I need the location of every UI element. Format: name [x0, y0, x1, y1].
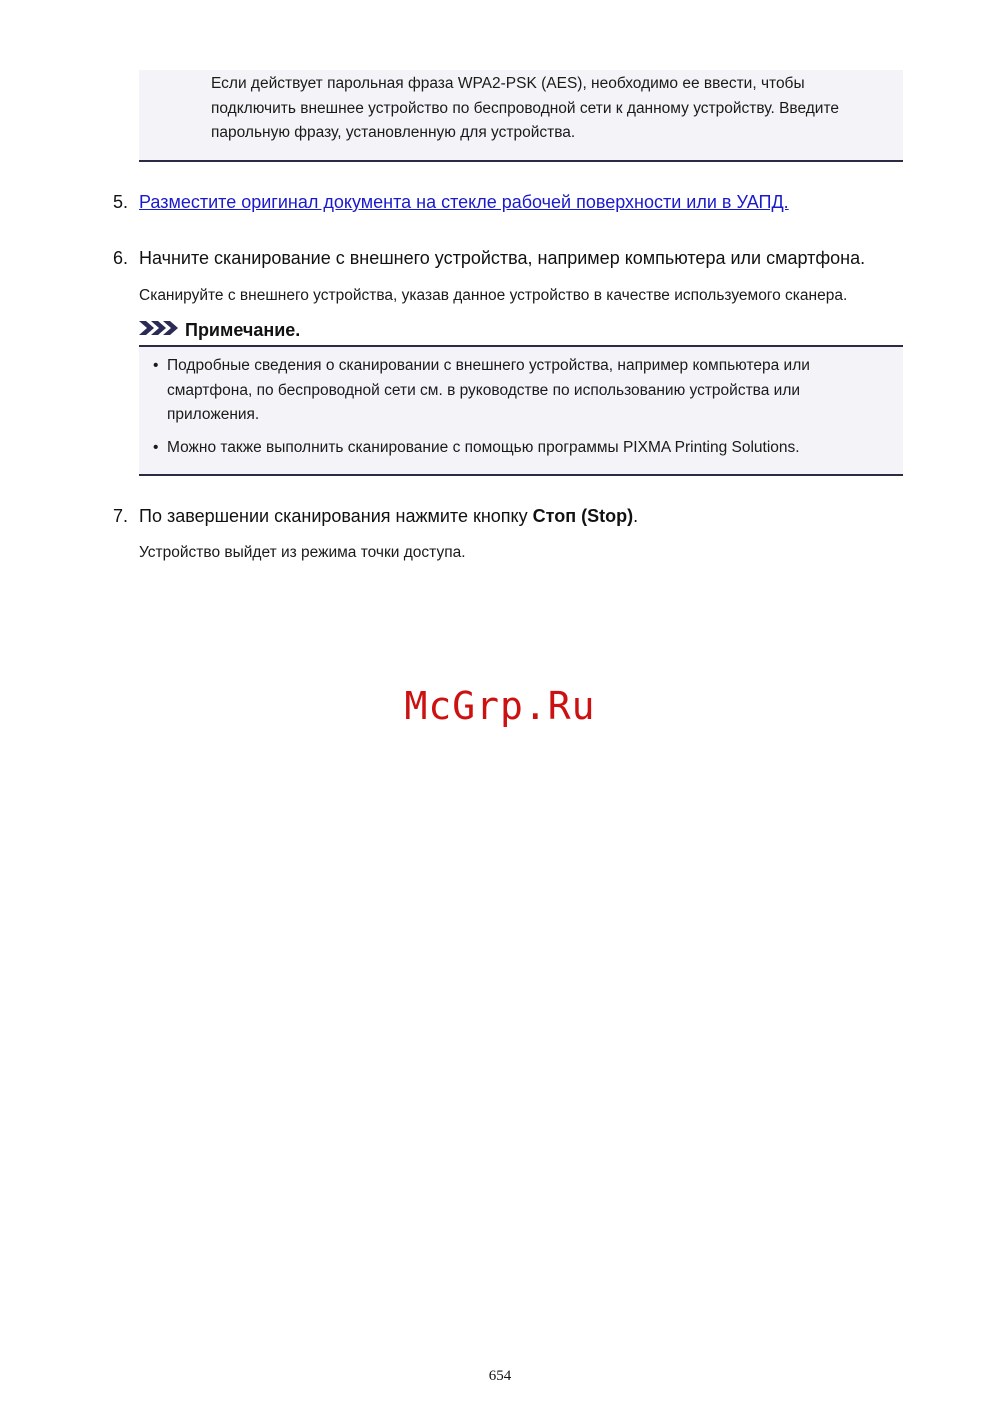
step-5	[113, 191, 789, 213]
step-6-number: 6.	[113, 248, 129, 268]
wpa2-info-box	[139, 70, 903, 162]
step-7	[113, 505, 638, 527]
chevron-arrows-icon	[139, 319, 179, 342]
bullet: •	[153, 439, 159, 456]
note-item	[153, 436, 867, 461]
step-7-number: 7.	[113, 506, 129, 526]
watermark-logo: McGrp.Ru	[404, 684, 596, 728]
step-7-text: По завершении сканирования нажмите кнопку	[139, 506, 533, 526]
stop-button-name: Стоп (Stop)	[532, 506, 634, 526]
bullet: •	[153, 357, 159, 374]
step-5-number: 5.	[113, 192, 129, 212]
step-6	[113, 247, 865, 269]
step-6-text: Начните сканирование с внешнего устройства, например компьютера или смартфона.	[139, 248, 866, 268]
note-item-text: Подробные сведения о сканировании с внешнего устройства, например компьютера или смартфона, по беспроводной сети см. в руководстве по использованию устройства или приложения.	[167, 357, 810, 423]
note-box	[139, 345, 903, 476]
note-title: Примечание.	[185, 319, 301, 340]
page-number: 654	[488, 1368, 512, 1384]
note-heading	[139, 318, 300, 342]
note-item	[153, 354, 867, 428]
step-7-detail: Устройство выйдет из режима точки доступа.	[139, 544, 466, 561]
step-6-detail: Сканируйте с внешнего устройства, указав данное устройство в качестве используемого сканера.	[139, 287, 848, 304]
wpa2-info-text: Если действует парольная фраза WPA2-PSK (AES), необходимо ее ввести, чтобы подключить внешнее устройство по беспроводной сети к данному устройству. Введите парольную фразу, установленную для устройства.	[211, 75, 839, 141]
note-item-text: Можно также выполнить сканирование с помощью программы PIXMA Printing Solutions.	[167, 439, 800, 456]
step-7-period: .	[633, 506, 639, 526]
place-original-link[interactable]: Разместите оригинал документа на стекле рабочей поверхности или в УАПД.	[139, 192, 789, 212]
